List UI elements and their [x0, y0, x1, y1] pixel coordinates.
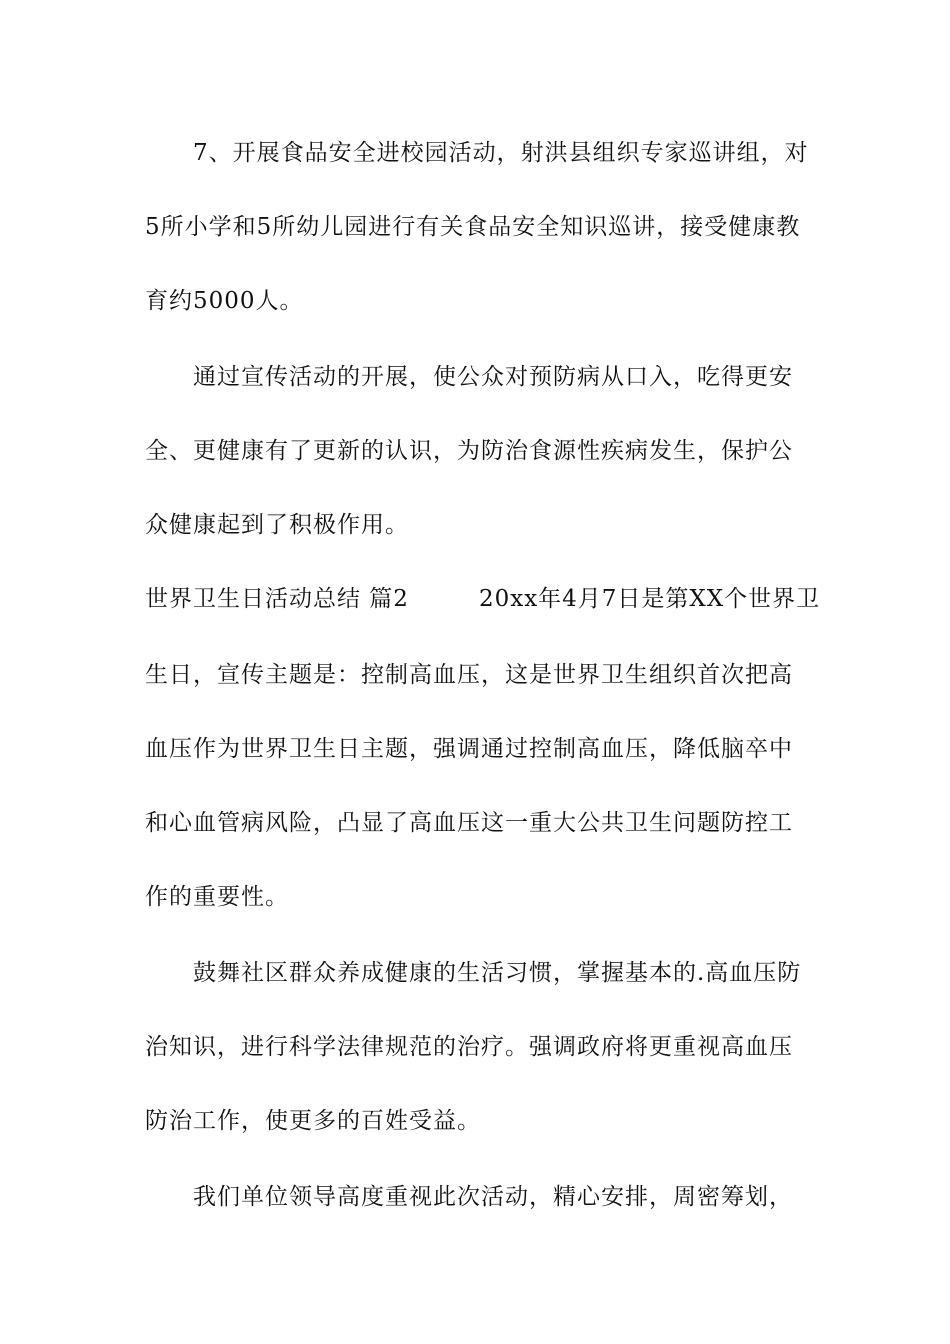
paragraph-2-line-3: 众健康起到了积极作用。 [145, 512, 409, 538]
paragraph-1-line-2: 5所小学和5所幼儿园进行有关食品安全知识巡讲，接受健康教 [145, 214, 801, 240]
paragraph-2-line-1: 通过宣传活动的开展，使公众对预防病从口入，吃得更安 [193, 364, 793, 390]
paragraph-5-line-1: 我们单位领导高度重视此次活动，精心安排，周密筹划， [193, 1184, 793, 1210]
paragraph-4-line-2: 治知识，进行科学法律规范的治疗。强调政府将更重视高血压 [145, 1034, 793, 1060]
paragraph-3-line-1: 20xx年4月7日是第XX个世界卫 [478, 586, 821, 612]
paragraph-4-line-1: 鼓舞社区群众养成健康的生活习惯，掌握基本的.高血压防 [193, 960, 802, 986]
paragraph-3-line-3: 血压作为世界卫生日主题，强调通过控制高血压，降低脑卒中 [145, 736, 793, 762]
paragraph-3-line-5: 作的重要性。 [145, 884, 289, 910]
paragraph-1-line-1: 7、开展食品安全进校园活动，射洪县组织专家巡讲组，对 [193, 140, 809, 166]
section-heading-row [145, 584, 821, 614]
section-heading: 世界卫生日活动总结 篇2 [145, 586, 409, 612]
paragraph-3-line-2: 生日，宣传主题是：控制高血压，这是世界卫生组织首次把高 [145, 662, 793, 688]
paragraph-4-line-3: 防治工作，使更多的百姓受益。 [145, 1108, 481, 1134]
paragraph-1-line-3: 育约5000人。 [145, 288, 304, 314]
paragraph-2-line-2: 全、更健康有了更新的认识，为防治食源性疾病发生，保护公 [145, 438, 793, 464]
paragraph-3-line-4: 和心血管病风险，凸显了高血压这一重大公共卫生问题防控工 [145, 810, 793, 836]
